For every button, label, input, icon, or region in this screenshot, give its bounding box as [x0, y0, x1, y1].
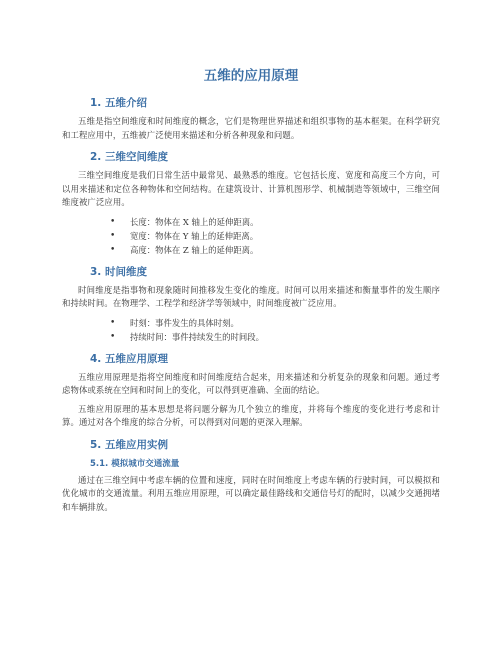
section-2-heading: 2. 三维空间维度	[90, 151, 168, 163]
section-5-heading: 5. 五维应用实例	[90, 438, 168, 451]
section-3-heading: 3. 时间维度	[90, 265, 147, 278]
list-item	[110, 243, 440, 257]
list-item	[110, 229, 440, 243]
list-item-text: 高度：物体在 Z 轴上的延伸距离。	[130, 244, 259, 255]
list-item	[110, 215, 440, 229]
section-3-list	[62, 316, 440, 344]
list-item	[110, 316, 440, 330]
list-item-text: 宽度：物体在 Y 轴上的延伸距离。	[130, 230, 259, 241]
section-3-paragraph: 时间维度是指事物和现象随时间推移发生变化的维度。时间可以用来描述和衡量事件的发生顺序和持续时间。在物理学、工程学和经济学等领域中，时间维度被广泛应用。	[62, 284, 440, 308]
bullet-icon: •	[110, 317, 116, 328]
section-5-1-heading: 5.1. 模拟城市交通流量	[90, 458, 180, 469]
section-5-1-paragraph: 通过在三维空间中考虑车辆的位置和速度，同时在时间维度上考虑车辆的行驶时间，可以模拟和优化城市的交通流量。利用五维应用原理，可以确定最佳路线和交通信号灯的配时，以减少交通拥堵和车辆排放。	[62, 474, 440, 512]
list-item-text: 时刻：事件发生的具体时刻。	[130, 317, 239, 328]
section-1-heading: 1. 五维介绍	[90, 97, 147, 109]
section-4-heading: 4. 五维应用原理	[90, 352, 168, 365]
section-2-list	[62, 215, 440, 257]
list-item-text: 持续时间：事件持续发生的时间段。	[130, 331, 264, 342]
section-2-paragraph: 三维空间维度是我们日常生活中最常见、最熟悉的维度。它包括长度、宽度和高度三个方向，可以用来描述和定位各种物体和空间结构。在建筑设计、计算机图形学、机械制造等领域中，三维空间维度被广泛应用。	[62, 170, 440, 207]
section-1-paragraph: 五维是指空间维度和时间维度的概念，它们是物理世界描述和组织事物的基本框架。在科学研究和工程应用中，五维被广泛使用来描述和分析各种现象和问题。	[62, 116, 440, 140]
page-title: 五维的应用原理	[203, 68, 299, 84]
list-item	[110, 330, 440, 344]
bullet-icon: •	[110, 244, 116, 255]
section-4-paragraph-1: 五维应用原理是指将空间维度和时间维度结合起来，用来描述和分析复杂的现象和问题。通过考虑物体或系统在空间和时间上的变化，可以得到更准确、全面的结论。	[62, 371, 440, 395]
list-item-text: 长度：物体在 X 轴上的延伸距离。	[130, 216, 259, 227]
bullet-icon: •	[110, 216, 116, 227]
bullet-icon: •	[110, 331, 116, 342]
section-4-paragraph-2: 五维应用原理的基本思想是将问题分解为几个独立的维度，并将每个维度的变化进行考虑和计算。通过对各个维度的综合分析，可以得到对问题的更深入理解。	[62, 403, 440, 427]
bullet-icon: •	[110, 230, 116, 241]
